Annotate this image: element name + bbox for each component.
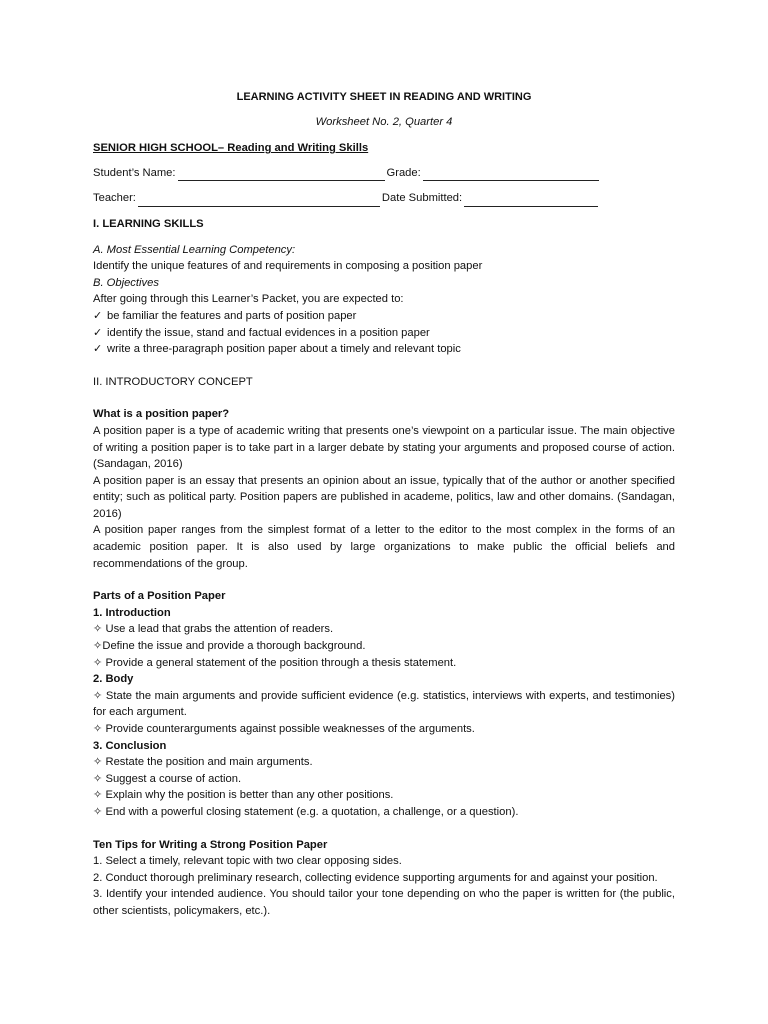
bullet-item: ✧ End with a powerful closing statement (e.g. a quotation, a challenge, or a question). bbox=[93, 805, 519, 818]
checkmark-icon: ✓ bbox=[93, 343, 103, 356]
sparkle-bullet-icon: ✧ bbox=[93, 772, 103, 785]
bullet-item: ✧ Restate the position and main arguments. bbox=[93, 756, 313, 769]
teacher-field[interactable] bbox=[138, 195, 380, 207]
tips-heading: Ten Tips for Writing a Strong Position Paper bbox=[93, 838, 328, 851]
sparkle-bullet-icon: ✧ bbox=[93, 623, 103, 636]
sparkle-bullet-icon: ✧ bbox=[93, 805, 103, 818]
objectives-label: B. Objectives bbox=[93, 276, 159, 289]
learning-skills-heading: I. LEARNING SKILLS bbox=[93, 217, 204, 230]
position-paper-question: What is a position paper? bbox=[93, 408, 230, 421]
definition-paragraph: A position paper is a type of academic writing that presents one’s viewpoint on a particular issue. The main objective of writing a position paper is to take part in a larger debate by stating your arguments and proposed course of action. (Sandagan, 2016) bbox=[93, 424, 675, 471]
teacher-label: Teacher: bbox=[93, 192, 136, 205]
bullet-item: ✧Define the issue and provide a thorough background. bbox=[93, 640, 366, 653]
objective-item bbox=[93, 308, 675, 325]
competency-label: A. Most Essential Learning Competency: bbox=[93, 243, 296, 256]
sparkle-bullet-icon: ✧ bbox=[93, 656, 103, 669]
checkmark-icon: ✓ bbox=[93, 326, 103, 339]
date-submitted-label: Date Submitted: bbox=[381, 192, 463, 205]
sparkle-bullet-icon: ✧ bbox=[93, 689, 103, 702]
objective-item bbox=[93, 341, 675, 358]
definition-paragraph: A position paper ranges from the simplest format of a letter to the editor to the most complex in the forms of an academic position paper. It is also used by large organizations to make public the official beliefs and recommendations of the group. bbox=[93, 524, 675, 570]
bullet-item: ✧ Provide counterarguments against possible weaknesses of the arguments. bbox=[93, 723, 475, 735]
grade-label: Grade: bbox=[386, 166, 421, 179]
sparkle-bullet-icon: ✧ bbox=[93, 789, 103, 802]
sparkle-bullet-icon: ✧ bbox=[93, 640, 103, 653]
tip-item: 2. Conduct thorough preliminary research, collecting evidence supporting arguments for and against your position. bbox=[93, 871, 658, 884]
bullet-item: ✧ State the main arguments and provide sufficient evidence (e.g. statistics, interviews with experts, and testimonies) for each argument. bbox=[93, 689, 675, 719]
student-grade-row bbox=[93, 165, 675, 182]
worksheet-content bbox=[93, 89, 675, 920]
body-label: 2. Body bbox=[93, 673, 134, 686]
introductory-concept-heading: II. INTRODUCTORY CONCEPT bbox=[93, 375, 253, 388]
tip-item: 3. Identify your intended audience. You should tailor your tone depending on who the paper is written for (the public, other scientists, policymakers, etc.). bbox=[93, 888, 675, 917]
bullet-item: ✧ Suggest a course of action. bbox=[93, 772, 242, 785]
objectives-intro: After going through this Learner’s Packet, you are expected to: bbox=[93, 293, 404, 306]
student-name-field[interactable] bbox=[178, 169, 385, 181]
objective-text: be familiar the features and parts of position paper bbox=[107, 309, 357, 322]
objective-text: identify the issue, stand and factual evidences in a position paper bbox=[107, 326, 430, 339]
bullet-item: ✧ Explain why the position is better than any other positions. bbox=[93, 789, 394, 802]
worksheet-subtitle: Worksheet No. 2, Quarter 4 bbox=[315, 115, 453, 128]
objective-text: write a three-paragraph position paper about a timely and relevant topic bbox=[107, 343, 461, 356]
tip-item: 1. Select a timely, relevant topic with two clear opposing sides. bbox=[93, 855, 402, 868]
bullet-item: ✧ Provide a general statement of the position through a thesis statement. bbox=[93, 656, 457, 669]
competency-text: Identify the unique features of and requirements in composing a position paper bbox=[93, 260, 483, 273]
student-name-label: Student’s Name: bbox=[93, 166, 176, 179]
parts-heading: Parts of a Position Paper bbox=[93, 590, 226, 603]
teacher-date-row bbox=[93, 190, 675, 207]
document-title: LEARNING ACTIVITY SHEET IN READING AND WRITING bbox=[236, 91, 532, 103]
introduction-label: 1. Introduction bbox=[93, 606, 171, 619]
bullet-item: ✧ Use a lead that grabs the attention of readers. bbox=[93, 623, 334, 636]
school-line: SENIOR HIGH SCHOOL– Reading and Writing Skills bbox=[93, 142, 369, 155]
objective-item bbox=[93, 325, 675, 342]
definition-paragraph: A position paper is an essay that presents an opinion about an issue, typically that of the author or another specified entity; such as political party. Position papers are published in academe, politics, law and other domains. (Sandagan, 2016) bbox=[93, 474, 675, 520]
sparkle-bullet-icon: ✧ bbox=[93, 756, 103, 769]
conclusion-label: 3. Conclusion bbox=[93, 739, 167, 752]
sparkle-bullet-icon: ✧ bbox=[93, 723, 103, 735]
checkmark-icon: ✓ bbox=[93, 309, 103, 322]
grade-field[interactable] bbox=[423, 169, 599, 181]
date-submitted-field[interactable] bbox=[464, 195, 598, 207]
